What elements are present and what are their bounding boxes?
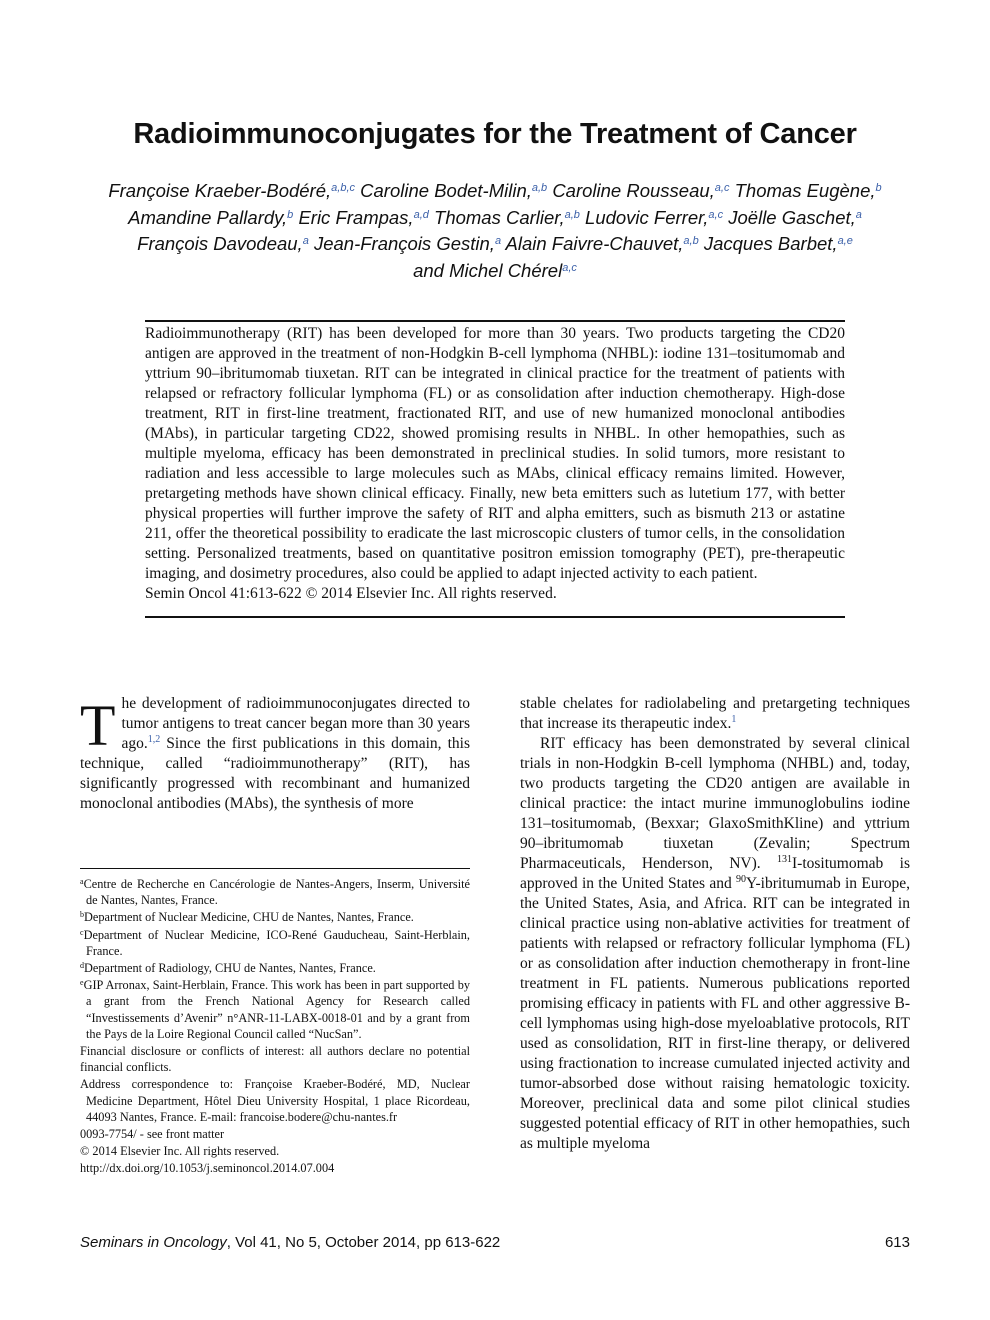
author: Ludovic Ferrer,$^{a,c}$ xyxy=(585,206,724,228)
footnotes xyxy=(80,876,470,1178)
author: Thomas Eugène,$^b$ xyxy=(734,180,882,201)
doi-link[interactable]: http://dx.doi.org/10.1053/j.seminoncol.2014.07.004 xyxy=(80,1161,335,1176)
abstract xyxy=(145,320,845,618)
article-title: Radioimmunoconjugates for the Treatment of Cancer xyxy=(133,118,857,150)
author: Joëlle Gaschet,$^a$ xyxy=(728,206,862,228)
author: François Davodeau,$^a$ xyxy=(137,233,309,254)
body-column-right xyxy=(520,694,910,1154)
author: Jean-François Gestin,$^a$ xyxy=(313,233,502,254)
issn-note: 0093-7754/ - see front matter xyxy=(80,1127,225,1142)
affiliation-footnote: $^b$Department of Nuclear Medicine, CHU de Nantes, Nantes, France. xyxy=(80,910,414,925)
copyright-note: © 2014 Elsevier Inc. All rights reserved. xyxy=(80,1144,280,1159)
correspondence-address: Address correspondence to: Françoise Kraeber-Bodéré, MD, Nuclear Medicine Department, Hôtel Dieu University Hospital, 1 place Ricordeau, 44093 Nantes, France. E-mail: francoise.bodere@chu-nantes.fr xyxy=(80,1077,470,1124)
author-list xyxy=(80,178,910,284)
affiliation-footnote: $^c$Department of Nuclear Medicine, ICO-René Gauducheau, Saint-Herblain, France. xyxy=(80,927,470,958)
author: Jacques Barbet,$^{a,e}$ xyxy=(703,233,853,254)
author: Eric Frampas,$^{a,d}$ xyxy=(298,206,429,228)
author: Thomas Carlier,$^{a,b}$ xyxy=(434,206,580,228)
author: Caroline Rousseau,$^{a,c}$ xyxy=(552,180,730,201)
journal-footer: Seminars in Oncology, Vol 41, No 5, October 2014, pp 613-622 xyxy=(80,1234,501,1251)
author: and Michel Chérel$^{a,c}$ xyxy=(413,259,577,281)
affiliation-footnote: $^a$Centre de Recherche en Cancérologie de Nantes-Angers, Inserm, Université de Nantes, Nantes, France. xyxy=(80,877,470,908)
abstract-citation: Semin Oncol 41:613-622 © 2014 Elsevier Inc. All rights reserved. xyxy=(145,585,557,602)
author: Caroline Bodet-Milin,$^{a,b}$ xyxy=(360,180,548,201)
author: Amandine Pallardy,$^b$ xyxy=(128,206,294,228)
body-paragraph: stable chelates for radiolabeling and pretargeting techniques that increase its therapeutic index.$^1$ xyxy=(520,695,910,732)
disclosure-note: Financial disclosure or conflicts of interest: all authors declare no potential financial conflicts. xyxy=(80,1044,470,1075)
page-number: 613 xyxy=(884,1234,910,1251)
citation-link[interactable]: 1 xyxy=(731,714,737,725)
affiliation-footnote: $^d$Department of Radiology, CHU de Nantes, Nantes, France. xyxy=(80,961,376,976)
drop-cap: T xyxy=(80,693,116,758)
affiliation-footnote: $^e$GIP Arronax, Saint-Herblain, France. This work has been in part supported by a grant from the French National Agency for Research called “Investissements d’Avenir” n°ANR-11-LABX-0018-01 and by a grant from the Pays de la Loire Regional Council called “NucSan”. xyxy=(80,978,470,1041)
body-paragraph: RIT efficacy has been demonstrated by several clinical trials in non-Hodgkin B-cell lymphoma (NHBL) and, today, two products targeting the CD20 antigen are available in clinical practice: the intact murine immunoglobulins iodine 131–tositumomab, (Bexxar; GlaxoSmithKline) and yttrium 90–ibritumomab tiuxetan (Zevalin; Spectrum Pharmaceuticals, Henderson, NV). $^{131}$I-tositumomab is approved in the United States and $^{90}$Y-ibritumumab in Europe, the United States, Asia, and Africa. RIT can be integrated in clinical practice using non-ablative activities for treatment of patients with relapsed or refractory follicular lymphoma (FL) or as consolidation after induction chemotherapy in front-line treatment in FL patients. Numerous publications reported promising efficacy in patients with FL and other aggressive B-cell lymphomas using high-dose myeloablative protocols, RIT used as consolidation, RIT in first-line therapy, or delivered using fractionation to increase cumulated injected activity and tumor-absorbed dose without raising hematologic toxicity. Moreover, preclinical data and some pilot clinical studies suggested potential efficacy of RIT in other hemopathies, such as multiple myeloma xyxy=(520,735,910,1152)
body-paragraph: The development of radioimmunoconjugates directed to tumor antigens to treat cancer began more than 30 years ago.$^{1,2}$ Since the first publications in this domain, this technique, called “radioimmunotherapy” (RIT), has significantly progressed with recombinant and humanized monoclonal antibodies (MAbs), the synthesis of more xyxy=(80,693,470,812)
citation-link[interactable]: 1,2 xyxy=(147,734,161,745)
body-column-left xyxy=(80,694,470,814)
author: Alain Faivre-Chauvet,$^{a,b}$ xyxy=(505,233,699,254)
author: Françoise Kraeber-Bodéré,$^{a,b,c}$ xyxy=(108,180,356,201)
footnote-divider xyxy=(80,868,470,869)
abstract-text: Radioimmunotherapy (RIT) has been developed for more than 30 years. Two products targeting the CD20 antigen are approved in the treatment of non-Hodgkin B-cell lymphoma (NHBL): iodine 131–tositumomab and yttrium 90–ibritumomab tiuxetan. RIT can be integrated in clinical practice for the treatment of patients with relapsed or refractory follicular lymphoma (FL) or as consolidation after induction chemotherapy. High-dose treatment, RIT in first-line treatment, fractionated RIT, and use of new humanized monoclonal antibodies (MAbs), in particular targeting CD22, showed promising results in NHBL. In other hemopathies, such as multiple myeloma, efficacy has been demonstrated in preclinical studies. In solid tumors, more resistant to radiation and less accessible to large molecules such as MAbs, clinical efficacy remains limited. However, pretargeting methods have shown clinical efficacy. Finally, new beta emitters such as lutetium 177, with better physical properties will further improve the safety of RIT and alpha emitters, such as bismuth 213 or astatine 211, offer the theoretical possibility to eradicate the last microscopic clusters of tumor cells, in the consolidation setting. Personalized treatments, based on quantitative positron emission tomography (PET), pre-therapeutic imaging, and dosimetry procedures, also could be applied to adapt injected activity to each patient. xyxy=(145,325,845,582)
